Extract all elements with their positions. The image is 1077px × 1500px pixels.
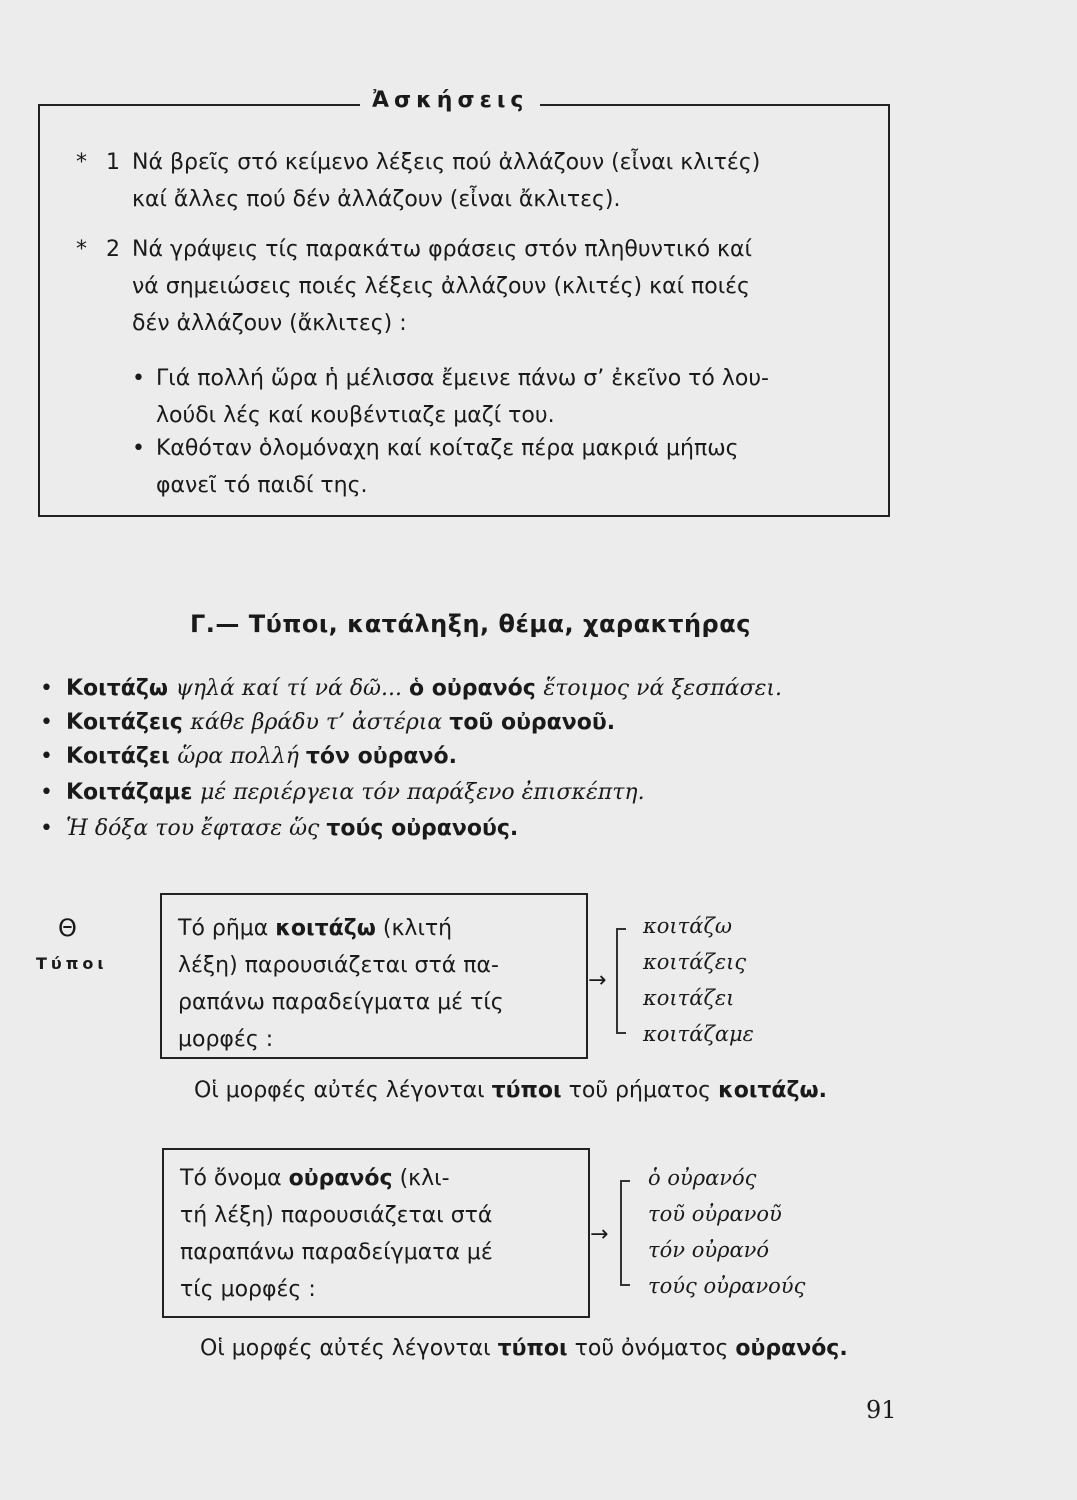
text-run: ραπάνω παραδείγματα μέ τίς [178,990,504,1015]
text-run: Οἱ μορφές αὐτές λέγονται [200,1336,498,1361]
box-line [180,1160,580,1197]
box-line [180,1197,580,1234]
text-run: οὐρανός [288,1166,393,1191]
section-title: Γ.— Τύποι, κατάληξη, θέμα, χαρακτήρας [190,610,751,638]
verb-box-text [178,910,578,1058]
bullet-icon: • [40,676,53,701]
text-run: Κοιτάζαμε [66,780,201,805]
verb-closing-sentence [194,1078,827,1103]
phrase-line: φανεῖ τό παιδί της. [156,473,368,498]
text-run: Κοιτάζεις [66,710,191,735]
text-run: (κλιτή [375,916,453,941]
box-line [178,1021,578,1058]
text-run: τή λέξη) παρουσιάζεται στά [180,1203,493,1228]
form-item: κοιτάζει [643,986,735,1010]
page-number: 91 [866,1396,897,1424]
exercise-line: καί ἄλλες πού δέν ἀλλάζουν (εἶναι ἄκλιτες). [132,187,621,212]
phrase-line: Καθόταν ὁλομόναχη καί κοίταζε πέρα μακριά μήπως [156,436,739,461]
box-line [178,910,578,947]
form-item: κοιτάζω [643,914,732,938]
exercise-phrase-1 [132,360,856,434]
text-run: κοιτάζω. [718,1078,828,1103]
example-sentence [40,812,518,846]
exercise-line: Νά γράψεις τίς παρακάτω φράσεις στόν πληθυντικό καί [132,237,752,262]
text-run: Ἡ δόξα του ἔφτασε ὥς [66,816,327,841]
exercise-line: Νά βρεῖς στό κείμενο λέξεις πού ἀλλάζουν (εἶναι κλιτές) [132,150,761,175]
phrase-line: λούδι λές καί κουβέντιαζε μαζί του. [156,403,555,428]
form-item: τόν οὐρανό [648,1238,770,1262]
bullet-icon: • [40,816,53,841]
text-run: μορφές : [178,1027,274,1052]
exercise-line: δέν ἀλλάζουν (ἄκλιτες) : [132,311,407,336]
text-run: ὥρα πολλή [177,744,306,769]
verb-forms-list [643,908,754,1052]
text-run: τόν οὐρανό. [305,744,457,769]
bullet-icon: • [40,744,53,769]
arrow-icon: → [590,1222,609,1247]
text-run: ἕτοιμος νά ξεσπάσει. [543,676,783,701]
text-run: οὐρανός. [735,1336,848,1361]
text-run: Οἱ μορφές αὐτές λέγονται [194,1078,492,1103]
form-item: ὁ οὐρανός [648,1166,757,1190]
exercise-star-icon: * [76,237,87,262]
bullet-icon: • [40,780,53,805]
text-run: τίς μορφές : [180,1277,316,1302]
box-line [178,984,578,1021]
example-sentence [40,776,645,810]
exercise-number: 2 [106,237,120,262]
typoi-side-label: Τύποι [36,954,108,973]
text-run: τύποι [491,1078,562,1103]
arrow-icon: → [588,968,607,993]
form-item: κοιτάζεις [643,950,747,974]
text-run: παραπάνω παραδείγματα μέ [180,1240,493,1265]
noun-forms-list [648,1160,805,1304]
text-run: τοῦ οὐρανοῦ. [449,710,616,735]
phrase-line: Γιά πολλή ὥρα ἡ μέλισσα ἔμεινε πάνω σ’ ἐκεῖνο τό λου- [156,366,769,391]
bullet-icon: • [132,436,145,461]
text-run: κοιτάζω [275,916,376,941]
text-run: (κλι- [392,1166,450,1191]
text-run: τύποι [497,1336,568,1361]
text-run: Τό ρῆμα [178,916,276,941]
exercises-title: Ἀσκήσεις [360,88,540,113]
box-line [178,947,578,984]
exercise-phrase-2 [132,430,856,504]
text-run: τούς οὐρανούς. [326,816,519,841]
example-sentence [40,740,457,774]
form-item: τοῦ οὐρανοῦ [648,1202,782,1226]
example-sentence [40,672,782,706]
box-line [180,1234,580,1271]
noun-closing-sentence [200,1336,848,1361]
exercise-number: 1 [106,150,120,175]
bullet-icon: • [132,366,145,391]
box-line [180,1271,580,1308]
exercise-line: νά σημειώσεις ποιές λέξεις ἀλλάζουν (κλιτές) καί ποιές [132,274,750,299]
theta-symbol: Θ [58,914,77,942]
noun-box-text [180,1160,580,1308]
text-run: ψηλά καί τί νά δῶ... [175,676,409,701]
text-run: Κοιτάζει [66,744,178,769]
text-run: Κοιτάζω [66,676,176,701]
example-sentence [40,706,615,740]
text-run: λέξη) παρουσιάζεται στά πα- [178,953,499,978]
text-run: τοῦ ρήματος [561,1078,719,1103]
bullet-icon: • [40,710,53,735]
noun-forms-bracket [620,1180,630,1286]
text-run: Τό ὄνομα [180,1166,289,1191]
exercise-star-icon: * [76,150,87,175]
text-run: ὁ οὐρανός [408,676,544,701]
text-run: τοῦ ὀνόματος [567,1336,736,1361]
form-item: τούς οὐρανούς [648,1274,806,1298]
verb-forms-bracket [616,928,626,1034]
text-run: κάθε βράδυ τ’ ἀστέρια [190,710,450,735]
form-item: κοιτάζαμε [643,1022,754,1046]
text-run: μέ περιέργεια τόν παράξενο ἐπισκέπτη. [200,780,645,805]
